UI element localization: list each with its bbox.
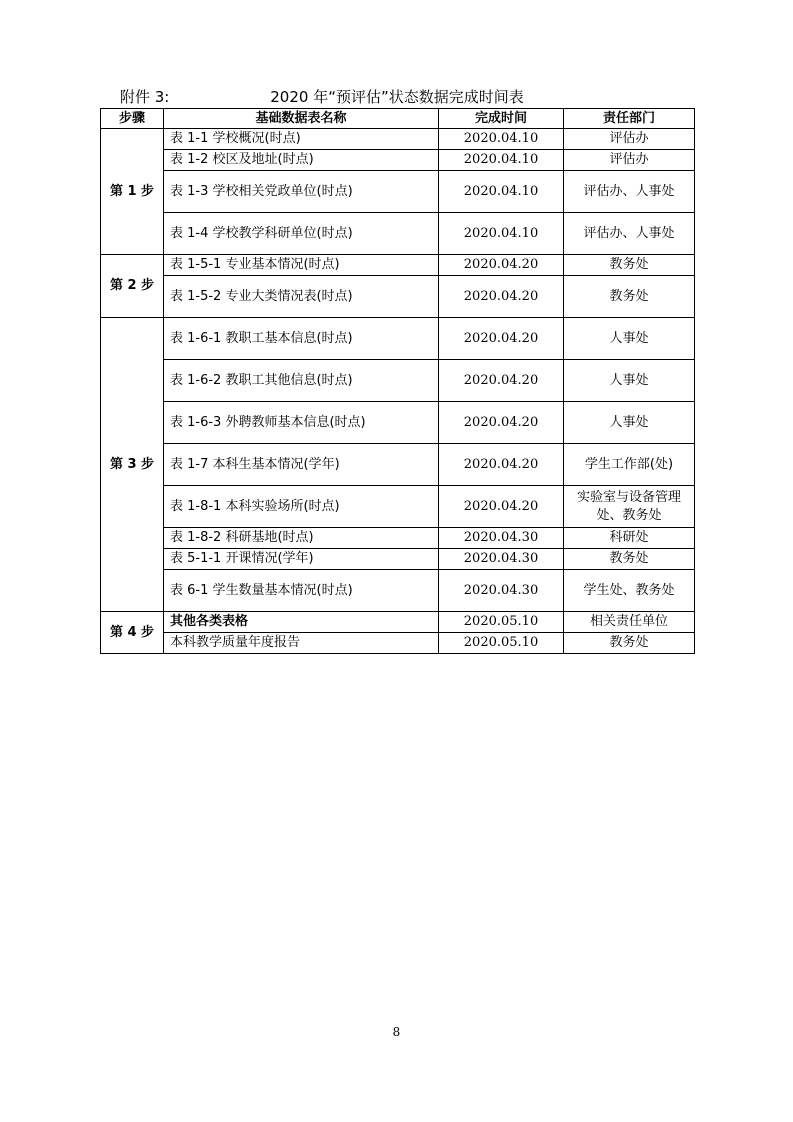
table-row	[101, 444, 695, 486]
column-header-department: 责任部门	[564, 109, 695, 129]
department-cell: 实验室与设备管理处、教务处	[564, 486, 695, 528]
department-cell: 人事处	[564, 318, 695, 360]
table-name-cell: 表 1-6-3 外聘教师基本信息(时点)	[164, 402, 439, 444]
department-cell: 教务处	[564, 255, 695, 276]
table-row	[101, 213, 695, 255]
department-cell: 评估办、人事处	[564, 171, 695, 213]
table-name-cell: 表 6-1 学生数量基本情况(时点)	[164, 570, 439, 612]
step-label: 第 3 步	[101, 318, 164, 612]
completion-date-cell: 2020.04.20	[439, 444, 564, 486]
table-name-cell: 表 1-5-2 专业大类情况表(时点)	[164, 276, 439, 318]
step-label: 第 1 步	[101, 129, 164, 255]
table-row	[101, 633, 695, 654]
department-cell: 科研处	[564, 528, 695, 549]
department-cell: 教务处	[564, 276, 695, 318]
table-row	[101, 402, 695, 444]
page-number: 8	[392, 1025, 401, 1039]
completion-date-cell: 2020.04.10	[439, 171, 564, 213]
step-label: 第 2 步	[101, 255, 164, 318]
completion-date-cell: 2020.05.10	[439, 612, 564, 633]
table-header-row	[101, 109, 695, 129]
table-name-cell: 表 1-4 学校教学科研单位(时点)	[164, 213, 439, 255]
table-name-cell: 其他各类表格	[164, 612, 439, 633]
department-cell: 评估办	[564, 129, 695, 150]
document-title: 2020 年“预评估”状态数据完成时间表	[270, 88, 524, 106]
column-header-table-name: 基础数据表名称	[164, 109, 439, 129]
table-row	[101, 360, 695, 402]
completion-date-cell: 2020.04.10	[439, 150, 564, 171]
table-row	[101, 318, 695, 360]
table-row	[101, 486, 695, 528]
completion-date-cell: 2020.04.30	[439, 549, 564, 570]
table-name-cell: 表 1-7 本科生基本情况(学年)	[164, 444, 439, 486]
table-row	[101, 129, 695, 150]
department-cell: 人事处	[564, 360, 695, 402]
table-name-cell: 表 1-6-1 教职工基本信息(时点)	[164, 318, 439, 360]
attachment-label: 附件 3:	[120, 88, 170, 106]
table-row	[101, 171, 695, 213]
table-row	[101, 150, 695, 171]
completion-date-cell: 2020.04.20	[439, 276, 564, 318]
table-name-cell: 表 1-8-2 科研基地(时点)	[164, 528, 439, 549]
department-cell: 评估办、人事处	[564, 213, 695, 255]
table-row	[101, 276, 695, 318]
table-name-cell: 表 1-3 学校相关党政单位(时点)	[164, 171, 439, 213]
schedule-table	[100, 108, 695, 654]
table-row	[101, 549, 695, 570]
department-cell: 学生工作部(处)	[564, 444, 695, 486]
document-header	[100, 86, 694, 108]
table-name-cell: 表 1-6-2 教职工其他信息(时点)	[164, 360, 439, 402]
table-name-cell: 表 1-5-1 专业基本情况(时点)	[164, 255, 439, 276]
table-row	[101, 528, 695, 549]
completion-date-cell: 2020.04.20	[439, 486, 564, 528]
department-cell: 相关责任单位	[564, 612, 695, 633]
completion-date-cell: 2020.04.20	[439, 360, 564, 402]
column-header-completion-time: 完成时间	[439, 109, 564, 129]
completion-date-cell: 2020.04.10	[439, 213, 564, 255]
table-name-cell: 表 1-2 校区及地址(时点)	[164, 150, 439, 171]
completion-date-cell: 2020.04.20	[439, 318, 564, 360]
table-row	[101, 570, 695, 612]
column-header-step: 步骤	[101, 109, 164, 129]
department-cell: 教务处	[564, 633, 695, 654]
completion-date-cell: 2020.04.30	[439, 528, 564, 549]
completion-date-cell: 2020.05.10	[439, 633, 564, 654]
table-row	[101, 612, 695, 633]
department-cell: 学生处、教务处	[564, 570, 695, 612]
department-cell: 人事处	[564, 402, 695, 444]
table-name-cell: 表 1-1 学校概况(时点)	[164, 129, 439, 150]
table-name-cell: 本科教学质量年度报告	[164, 633, 439, 654]
step-label: 第 4 步	[101, 612, 164, 654]
department-cell: 教务处	[564, 549, 695, 570]
completion-date-cell: 2020.04.20	[439, 402, 564, 444]
department-cell: 评估办	[564, 150, 695, 171]
completion-date-cell: 2020.04.20	[439, 255, 564, 276]
completion-date-cell: 2020.04.30	[439, 570, 564, 612]
completion-date-cell: 2020.04.10	[439, 129, 564, 150]
table-name-cell: 表 1-8-1 本科实验场所(时点)	[164, 486, 439, 528]
table-name-cell: 表 5-1-1 开课情况(学年)	[164, 549, 439, 570]
table-row	[101, 255, 695, 276]
